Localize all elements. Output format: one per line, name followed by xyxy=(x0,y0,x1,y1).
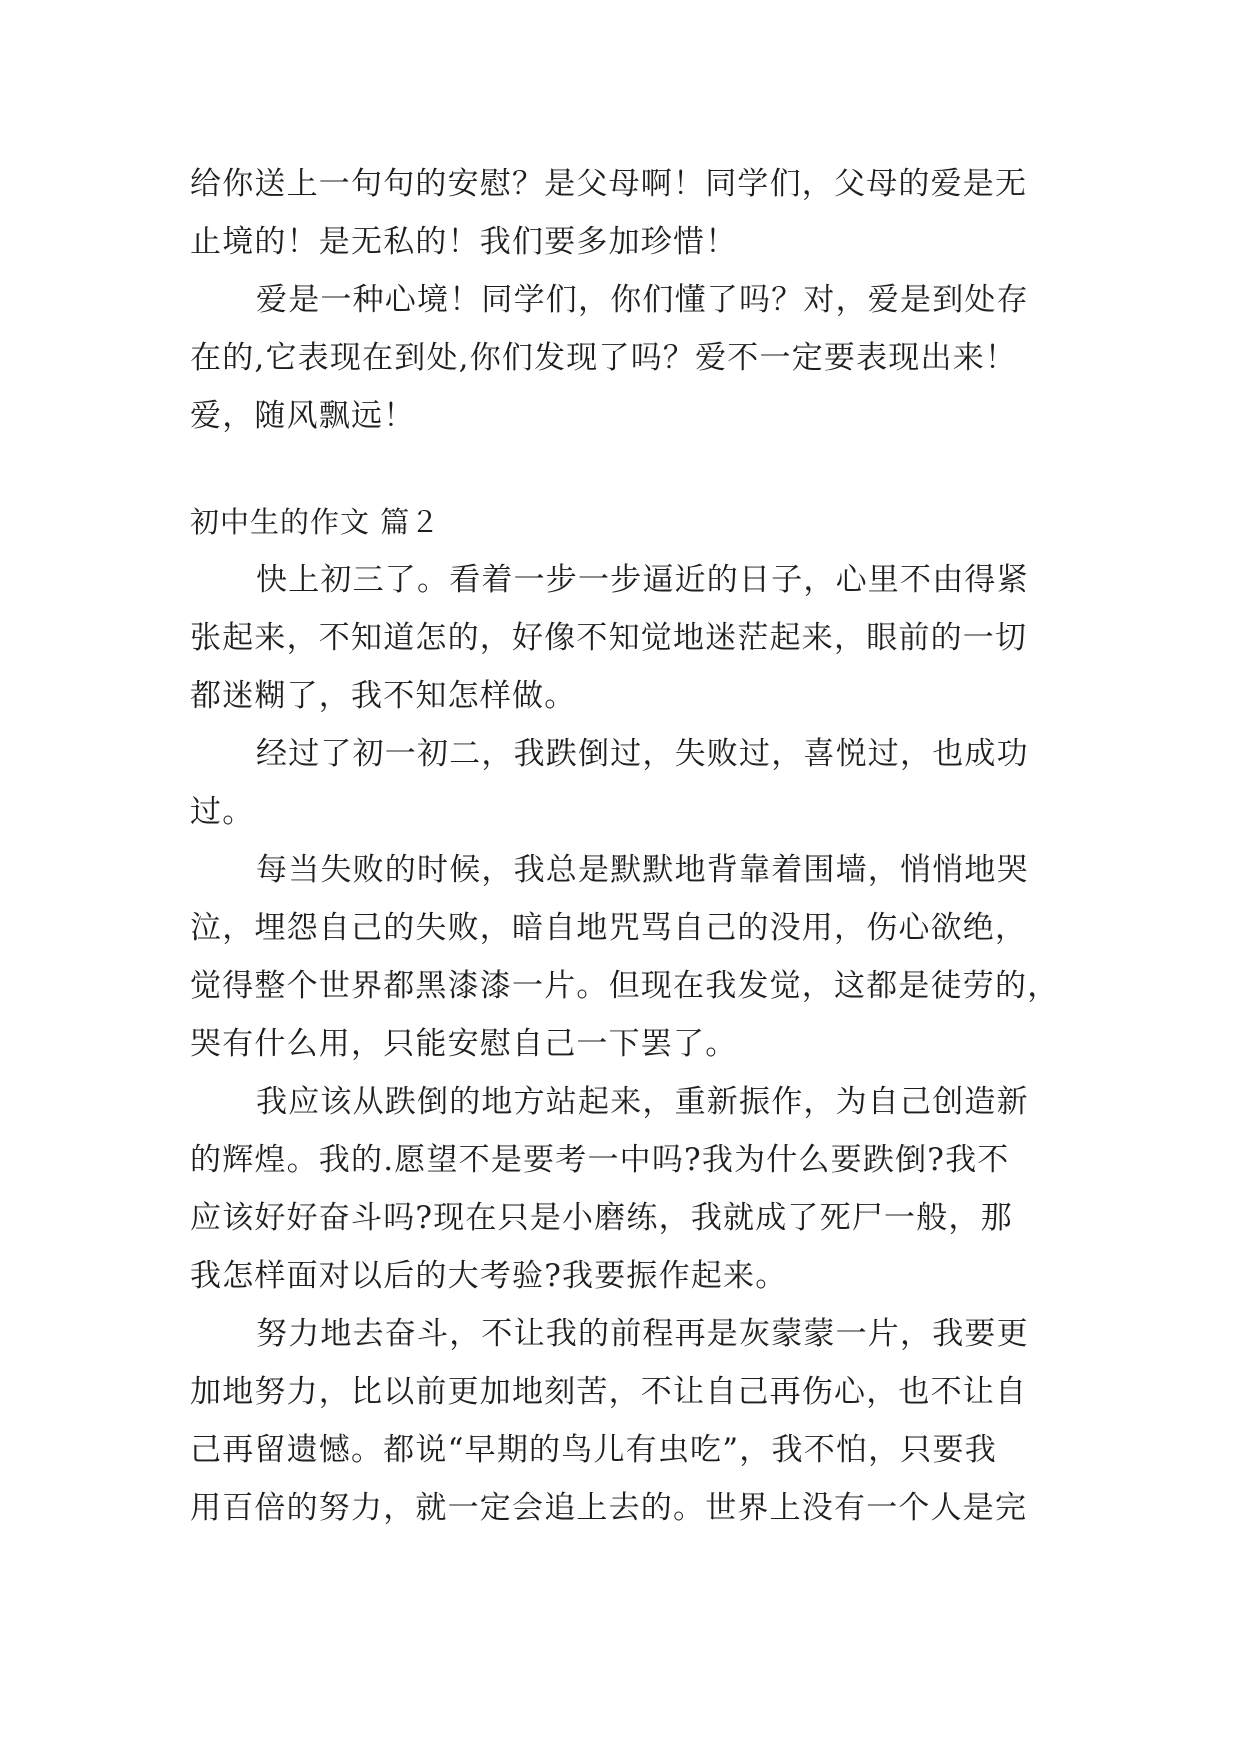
paragraph-line: 用百倍的努力，就一定会追上去的。世界上没有一个人是完 xyxy=(190,1490,1028,1526)
document-body xyxy=(190,155,1060,1537)
paragraph-line: 努力地去奋斗，不让我的前程再是灰蒙蒙一片，我要更 xyxy=(256,1316,1029,1352)
paragraph-line: 快上初三了。看着一步一步逼近的日子，心里不由得紧 xyxy=(256,562,1029,598)
paragraph-line: 经过了初一初二，我跌倒过，失败过，喜悦过，也成功 xyxy=(256,736,1029,772)
paragraph-line: 给你送上一句句的安慰？是父母啊！同学们，父母的爱是无 xyxy=(190,166,1028,202)
paragraph-line: 我怎样面对以后的大考验?我要振作起来。 xyxy=(190,1258,788,1294)
paragraph-line: 我应该从跌倒的地方站起来，重新振作，为自己创造新 xyxy=(256,1084,1029,1120)
paragraph-line: 觉得整个世界都黑漆漆一片。但现在我发觉，这都是徒劳的， xyxy=(190,968,1060,1004)
paragraph-line: 泣，埋怨自己的失败，暗自地咒骂自己的没用，伤心欲绝， xyxy=(190,910,1028,946)
paragraph-line: 爱，随风飘远！ xyxy=(190,398,416,434)
paragraph-line: 爱是一种心境！同学们，你们懂了吗？对，爱是到处存 xyxy=(256,282,1029,318)
paragraph-line: 应该好好奋斗吗?现在只是小磨练，我就成了死尸一般，那 xyxy=(190,1200,1013,1236)
paragraph-line: 每当失败的时候，我总是默默地背靠着围墙，悄悄地哭 xyxy=(256,852,1029,888)
section-heading: 初中生的作文 篇２ xyxy=(190,505,441,539)
paragraph-line: 哭有什么用，只能安慰自己一下罢了。 xyxy=(190,1026,738,1062)
paragraph-line: 加地努力，比以前更加地刻苦，不让自己再伤心，也不让自 xyxy=(190,1374,1028,1410)
paragraph-line: 过。 xyxy=(190,794,255,830)
paragraph-line: 止境的！是无私的！我们要多加珍惜！ xyxy=(190,224,738,260)
paragraph-line: 张起来，不知道怎的，好像不知觉地迷茫起来，眼前的一切 xyxy=(190,620,1028,656)
section-spacer xyxy=(190,445,1050,493)
paragraph-line: 己再留遗憾。都说“早期的鸟儿有虫吃”，我不怕，只要我 xyxy=(190,1432,997,1468)
paragraph-line: 在的,它表现在到处,你们发现了吗？爱不一定要表现出来！ xyxy=(190,340,1018,376)
paragraph-line: 的辉煌。我的.愿望不是要考一中吗?我为什么要跌倒?我不 xyxy=(190,1142,1010,1178)
paragraph-line: 都迷糊了，我不知怎样做。 xyxy=(190,678,577,714)
